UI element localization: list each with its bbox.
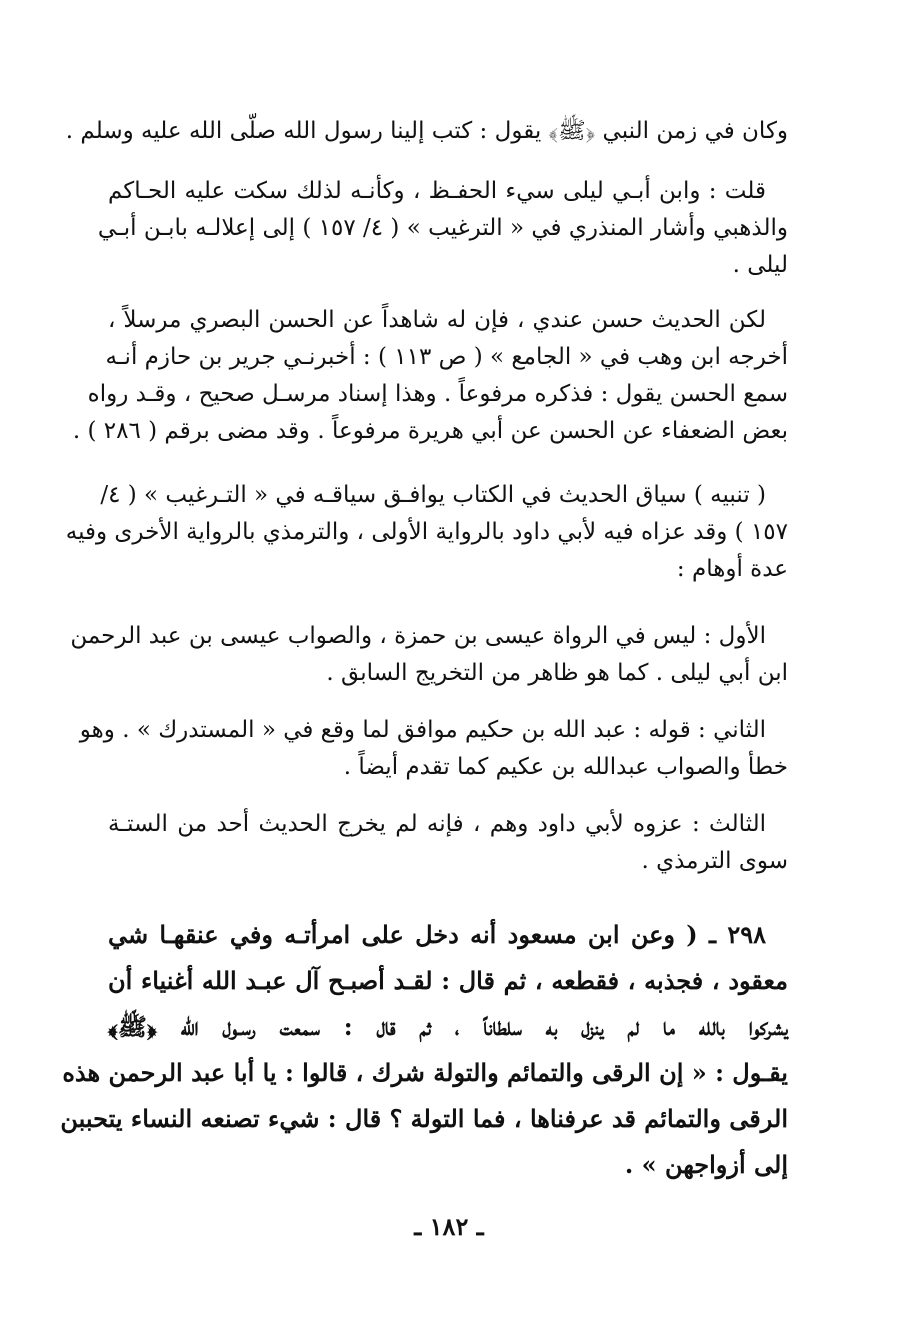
- paragraph-1: [65, 113, 788, 150]
- text-line: بعض الضعفاء عن الحسن عن أبي هريرة مرفوعاً . وقد مضى برقم ( ٢٨٦ ) .: [72, 418, 788, 444]
- text-line: ١٥٧ ) وقد عزاه فيه لأبي داود بالرواية الأولى ، والترمذي بالرواية الأخرى وفيه: [65, 519, 788, 545]
- text-line: الثاني : قوله : عبد الله بن حكيم موافق لما وقع في « المستدرك » . وهو: [79, 717, 766, 743]
- hadith-paragraph: [60, 912, 788, 1188]
- text-line: والذهبي وأشار المنذري في « الترغيب » ( ٤/ ١٥٧ ) إلى إعلالـه بابـن أبـي: [97, 215, 788, 241]
- text-line: ليلى .: [732, 252, 788, 278]
- text-line: يشركوا بالله ما لم ينزل به سلطاناً ، ثم قال : سمعت رسـول الله ﴿ﷺ﴾: [108, 1012, 788, 1041]
- text-line: ٢٩٨ ـ ( وعن ابن مسعود أنه دخل على امرأتـه وفي عنقهـا شي: [108, 920, 766, 949]
- paragraph-2: [97, 173, 788, 284]
- page-number: ـ ١٨٢ ـ: [414, 1212, 484, 1241]
- text-line: لكن الحديث حسن عندي ، فإن له شاهداً عن الحسن البصري مرسلاً ،: [108, 307, 766, 333]
- text-line: يقـول : « إن الرقى والتمائم والتولة شرك ، قالوا : يا أبا عبد الرحمن هذه: [62, 1058, 788, 1087]
- text-line: ( تنبيه ) سياق الحديث في الكتاب يوافـق سياقـه في « التـرغيب » ( ٤/: [100, 482, 766, 508]
- text-line: خطأ والصواب عبدالله بن عكيم كما تقدم أيضاً .: [343, 754, 788, 780]
- paragraph-6: [79, 712, 788, 786]
- text-line: سوى الترمذي .: [641, 848, 788, 874]
- paragraph-7: [108, 806, 788, 880]
- text-line: وكان في زمن النبي ﴿ﷺ﴾ يقول : كتب إلينا رسول الله صلّى الله عليه وسلم .: [65, 118, 788, 144]
- text-line: معقود ، فجذبه ، فقطعه ، ثم قال : لقـد أصبـح آل عبـد الله أغنياء أن: [108, 966, 788, 995]
- paragraph-3: [72, 302, 788, 450]
- text-line: الرقى والتمائم قد عرفناها ، فما التولة ؟ قال : شيء تصنعه النساء يتحببن: [60, 1104, 788, 1133]
- text-line: الثالث : عزوه لأبي داود وهم ، فإنه لم يخرج الحديث أحد من الستـة: [108, 811, 766, 837]
- text-line: قلت : وابن أبـي ليلى سيء الحفـظ ، وكأنـه لذلك سكت عليه الحـاكم: [108, 178, 766, 204]
- text-line: سمع الحسن يقول : فذكره مرفوعاً . وهذا إسناد مرسـل صحيح ، وقـد رواه: [87, 381, 788, 407]
- text-line: عدة أوهام :: [676, 556, 788, 582]
- text-line: ابن أبي ليلى . كما هو ظاهر من التخريج السابق .: [326, 660, 788, 686]
- text-line: أخرجه ابن وهب في « الجامع » ( ص ١١٣ ) : أخبرنـي جرير بن حازم أنـه: [105, 344, 788, 370]
- text-line: الأول : ليس في الرواة عيسى بن حمزة ، والصواب عيسى بن عبد الرحمن: [70, 623, 766, 649]
- text-line: إلى أزواجهن » .: [624, 1150, 788, 1179]
- paragraph-4: [65, 477, 788, 588]
- paragraph-5: [70, 618, 788, 692]
